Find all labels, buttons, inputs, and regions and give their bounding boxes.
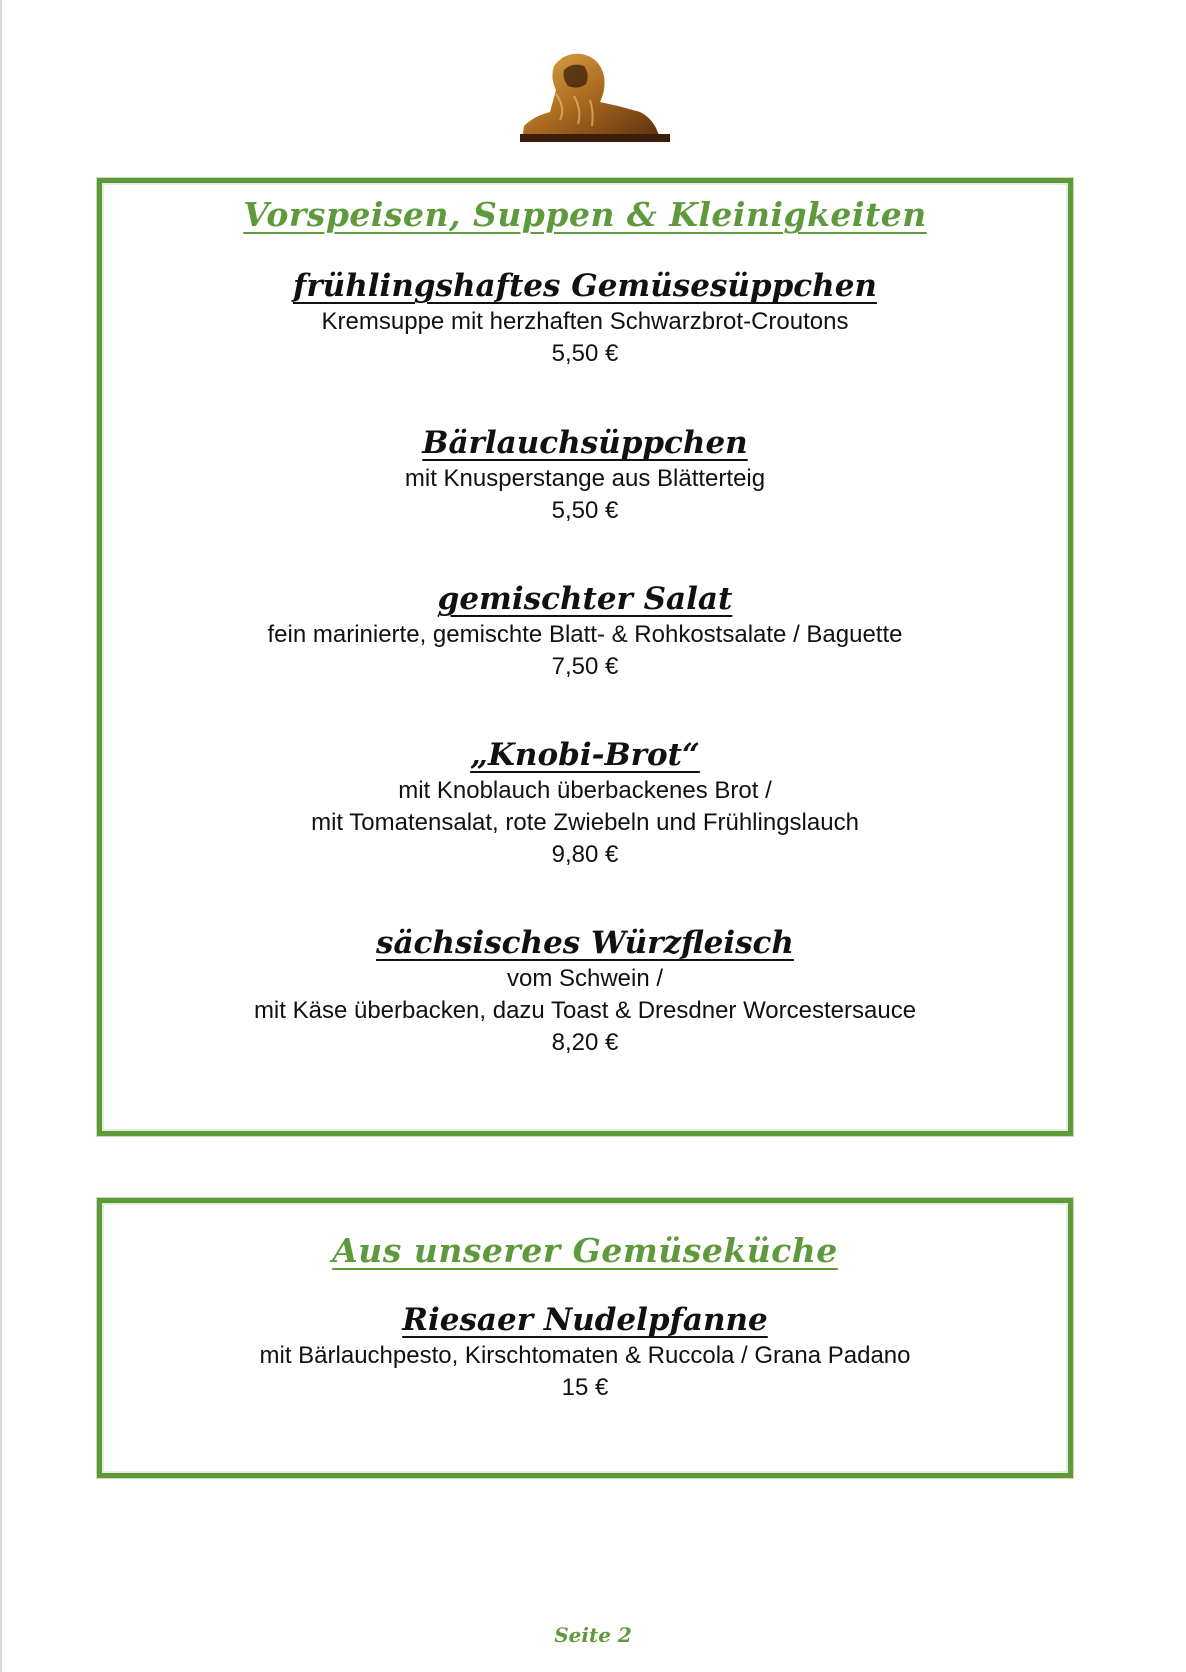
dish-description: fein marinierte, gemischte Blatt- & Rohkostsalate / Baguette — [267, 621, 903, 648]
vegetable-section — [97, 1198, 1073, 1478]
dish-description: mit Käse überbacken, dazu Toast & Dresdner Worcestersauce — [253, 997, 917, 1024]
dish-price: 5,50 € — [551, 497, 619, 524]
dish-description: mit Knoblauch überbackenes Brot / — [398, 777, 772, 804]
dish-description: mit Tomatensalat, rote Zwiebeln und Frühlingslauch — [311, 809, 859, 836]
dish-price: 7,50 € — [551, 653, 619, 680]
dish-name: Riesaer Nudelpfanne — [402, 1302, 768, 1338]
dish-price: 8,20 € — [551, 1029, 619, 1056]
dish-price: 15 € — [561, 1374, 609, 1401]
menu-item — [102, 423, 1068, 527]
dish-price: 9,80 € — [551, 841, 619, 868]
dish-description: mit Bärlauchpesto, Kirschtomaten & Ruccola / Grana Padano — [259, 1342, 911, 1369]
dish-name: gemischter Salat — [437, 581, 733, 617]
dish-description: vom Schwein / — [506, 965, 664, 992]
menu-item — [102, 923, 1068, 1059]
menu-item — [102, 579, 1068, 683]
dish-name: sächsisches Würzfleisch — [376, 925, 794, 961]
page-edge — [0, 0, 2, 1672]
dish-name: Bärlauchsüppchen — [422, 425, 748, 461]
lion-statue-icon — [520, 50, 670, 142]
menu-item — [102, 266, 1068, 370]
menu-item — [102, 735, 1068, 871]
dish-description: mit Knusperstange aus Blätterteig — [404, 465, 766, 492]
dish-name: „Knobi-Brot“ — [470, 737, 700, 773]
menu-item — [102, 1300, 1068, 1404]
dish-description: Kremsuppe mit herzhaften Schwarzbrot-Croutons — [321, 308, 849, 335]
starters-section — [97, 178, 1073, 1136]
dish-price: 5,50 € — [551, 340, 619, 367]
page-number: Seite 2 — [554, 1623, 632, 1647]
section-title: Vorspeisen, Suppen & Kleinigkeiten — [243, 195, 927, 234]
section-title: Aus unserer Gemüseküche — [332, 1231, 838, 1270]
dish-name: frühlingshaftes Gemüsesüppchen — [293, 268, 877, 304]
